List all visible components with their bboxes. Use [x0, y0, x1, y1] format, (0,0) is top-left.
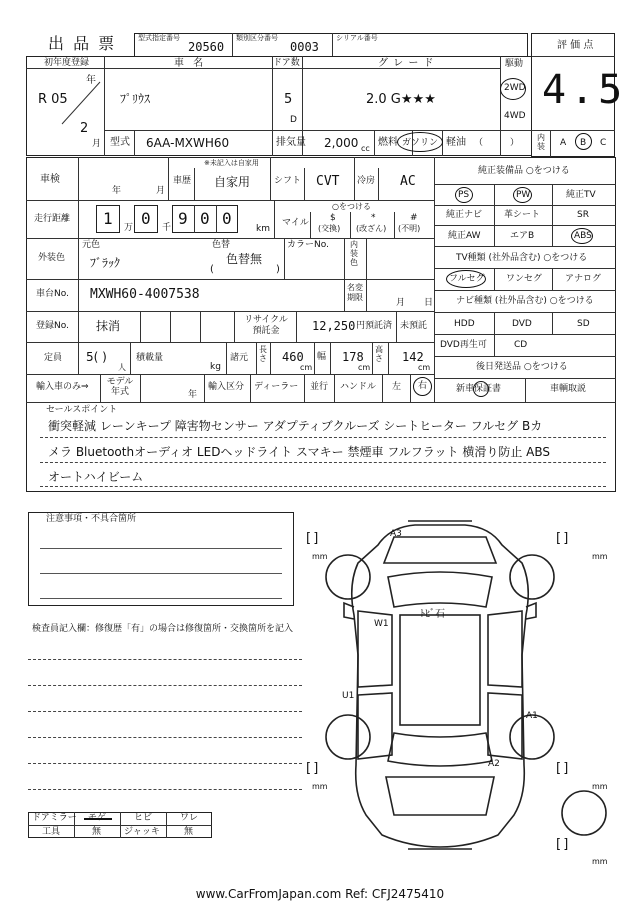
tread-bracket-fr: [ ]: [556, 531, 568, 546]
navi-hdd: HDD: [454, 319, 475, 329]
shift-value: CVT: [316, 174, 340, 189]
mirror-crack: ヒビ: [134, 813, 153, 823]
later-warranty-circle: [473, 381, 489, 397]
parallel: 並行: [310, 382, 329, 392]
interior-label: 内装: [537, 133, 545, 151]
validity-month: 月: [396, 298, 406, 308]
sales-line-1: 衝突軽減 レーンキープ 障害物センサー アダプティブクルーズ シートヒーター フルセグ Bカ: [48, 419, 543, 433]
mileage-digit-1: 1: [103, 209, 113, 228]
repaint-paren-close: ): [276, 264, 280, 275]
shift-label: シフト: [274, 176, 302, 186]
hash-mark: #: [410, 213, 418, 223]
height-cm: cm: [418, 363, 431, 372]
exchange: (交換): [318, 224, 341, 233]
car-name: ﾌﾟﾘｳｽ: [120, 92, 151, 106]
equip-tv: 純正TV: [566, 190, 596, 200]
reg-no-label: 登録No.: [36, 321, 69, 331]
later-warranty: 新車保証書: [456, 384, 502, 394]
fuel-paren: （ ）: [474, 138, 520, 148]
tread-mm-spare: mm: [592, 857, 608, 866]
height-value: 142: [402, 350, 424, 364]
jack-label: ジャッキ: [124, 827, 160, 837]
tread-mm-rl: mm: [312, 782, 328, 791]
unknown: (不明): [398, 224, 421, 233]
person-unit: 人: [118, 363, 126, 372]
tread-bracket-rl: [ ]: [306, 761, 318, 776]
mileage-circle-note: ○をつける: [332, 202, 371, 211]
type-label: 型式: [110, 137, 130, 148]
class-no-label: 類別区分番号: [236, 34, 278, 42]
tread-bracket-spare: [ ]: [556, 837, 568, 852]
later-title: 後日発送品 ○をつける: [476, 362, 568, 372]
validity-label: 名変期限: [347, 283, 363, 302]
reg-no-value: 抹消: [96, 319, 121, 333]
model-no: 20560: [188, 40, 225, 54]
width-label: 幅: [317, 352, 327, 362]
interior-color-label: 内装色: [350, 240, 358, 267]
mirror-break: ワレ: [180, 813, 199, 823]
history-value: 自家用: [214, 175, 251, 189]
fuel-gasoline: ガソリン: [402, 138, 439, 148]
sheet-title: 出 品 票: [48, 34, 117, 53]
width-cm: cm: [358, 363, 371, 372]
mark-u1: U1: [342, 691, 355, 701]
cd-label: CD: [514, 340, 528, 350]
cooling-value: AC: [400, 174, 416, 189]
grade: 2.0 G★★★: [366, 92, 436, 107]
tread-bracket-rr: [ ]: [556, 761, 568, 776]
tv-analog: アナログ: [565, 274, 602, 284]
equip-pw: PW: [516, 190, 531, 200]
month-unit: 月: [92, 139, 102, 149]
repaint-label: 色替: [212, 240, 231, 250]
year-unit: 年: [86, 75, 96, 86]
capacity-label: 定員: [44, 353, 63, 363]
tread-bracket-fl: [ ]: [306, 531, 318, 546]
mileage-man: 万: [124, 223, 134, 233]
mileage-digit-4: 0: [200, 209, 210, 228]
equip-aw: 純正AW: [448, 231, 481, 241]
equip-ps: PS: [458, 190, 470, 200]
mileage-digit-2: 0: [141, 209, 151, 228]
mark-a3: A3: [390, 529, 402, 539]
reg-slash: [60, 80, 102, 126]
mileage-digit-5: 0: [222, 209, 232, 228]
equipment-title: 純正装備品 ○をつける: [478, 166, 570, 176]
import-type-label: 輸入区分: [208, 382, 245, 392]
score-label: 評 価 点: [557, 40, 594, 51]
tv-title: TV種類 (社外品含む) ○をつける: [456, 253, 588, 263]
inspection-month-unit: 月: [156, 186, 166, 196]
navi-sd: SD: [577, 319, 590, 329]
sales-line-3: オートハイビーム: [48, 470, 144, 484]
model-no-label: 型式指定番号: [138, 34, 180, 42]
recycle-unit: 円預託済: [356, 321, 393, 331]
doors-label: ドア数: [273, 58, 300, 68]
drive-2wd: 2WD: [504, 83, 526, 93]
interior-b: B: [580, 138, 587, 148]
caution-box: [28, 512, 294, 606]
import-label: 輸入車のみ⇒: [36, 382, 89, 392]
fuel-circle: [397, 132, 443, 152]
history-label: 車歴: [173, 176, 192, 186]
sales-line-2: メラ Bluetoothオーディオ LEDヘッドライト スマキー 禁煙車 フルフラット 横滑り防止 ABS: [48, 445, 551, 459]
doors: 5: [284, 92, 293, 107]
dealer: ディーラー: [254, 382, 299, 392]
reg-era: R 05: [38, 92, 68, 107]
height-label: 高さ: [375, 345, 383, 363]
repaint-paren-open: (: [210, 264, 214, 275]
inspection-year-unit: 年: [112, 186, 122, 196]
handle-label: ハンドル: [340, 382, 377, 392]
repaint-value: 色替無: [226, 252, 263, 266]
dollar: $: [330, 213, 336, 223]
color-no-label: カラーNo.: [287, 240, 329, 250]
load-label: 積載量: [136, 353, 164, 363]
mile: マイル: [282, 218, 309, 228]
fuel-label: 燃料: [378, 137, 398, 148]
vehicle-type: 6AA-MXWH60: [146, 136, 230, 150]
cooling-label: 冷房: [357, 176, 376, 186]
spec-label: 諸元: [230, 353, 249, 363]
car-diagram: [300, 515, 620, 865]
navi-dvd: DVD: [512, 319, 532, 329]
grade-label: グ レ ー ド: [378, 58, 435, 69]
right-handle: 右: [418, 381, 428, 391]
length-cm: cm: [300, 363, 313, 372]
sales-label: セールスポイント: [46, 405, 118, 415]
footer-ref: www.CarFromJapan.com Ref: CFJ2475410: [195, 887, 445, 901]
drive-label: 駆動: [505, 59, 524, 69]
mileage-label: 走行距離: [34, 214, 71, 224]
mark-stone: ﾄﾋﾞ石: [420, 609, 445, 620]
reg-month: 2: [80, 121, 89, 136]
width-value: 178: [342, 350, 364, 364]
recycle-value: 12,250: [312, 319, 356, 333]
mileage-sen: 千: [162, 223, 172, 233]
recycle-label: リサイクル預託金: [244, 315, 288, 336]
chassis-no: MXWH60-4007538: [90, 287, 200, 302]
left-handle: 左: [392, 382, 402, 392]
tv-fullseg: フルセグ: [449, 274, 485, 284]
model-year-label: モデル年式: [106, 377, 134, 397]
equip-abs: ABS: [574, 231, 592, 241]
capacity-value: 5( ): [86, 350, 107, 364]
usage-note: ※未記入は自家用: [204, 159, 259, 167]
orig-color-label: 元色: [82, 240, 101, 250]
tools-value: 無: [92, 827, 102, 837]
tools-label: 工具: [42, 827, 61, 837]
tread-mm-fl: mm: [312, 552, 328, 561]
interior-c: C: [600, 138, 607, 148]
door-type: D: [290, 115, 297, 125]
light-oil: 軽油: [446, 137, 466, 148]
equip-navi: 純正ナビ: [446, 210, 483, 220]
equip-sr: SR: [577, 210, 589, 220]
color-label: 外装色: [38, 253, 66, 263]
tread-mm-fr: mm: [592, 552, 608, 561]
cc-unit: cc: [361, 144, 370, 153]
equip-airbag: エアB: [510, 231, 535, 241]
load-kg: kg: [210, 362, 221, 372]
mark-w1: W1: [374, 619, 389, 629]
recycle-not: 未預託: [400, 321, 428, 331]
displacement-label: 排気量: [276, 137, 306, 148]
later-manual: 車輌取説: [550, 384, 587, 394]
interior-a: A: [560, 138, 567, 148]
mileage-digit-3: 9: [178, 209, 188, 228]
class-no: 0003: [290, 40, 319, 54]
length-label: 長さ: [259, 345, 267, 363]
equip-leather: 革シート: [504, 210, 541, 220]
drive-4wd: 4WD: [504, 111, 526, 121]
mark-a2: A2: [488, 759, 500, 769]
length-value: 460: [282, 350, 304, 364]
mark-a1: A1: [526, 711, 538, 721]
mirror-label: ドアミラー: [32, 813, 77, 823]
tread-mm-rr: mm: [592, 782, 608, 791]
caution-label: 注意事項・不具合箇所: [46, 514, 137, 524]
star-mark: *: [371, 213, 376, 223]
serial-label: シリアル番号: [336, 34, 378, 42]
jack-value: 無: [184, 827, 194, 837]
modified: (改ざん): [356, 224, 387, 233]
tv-oneseg: ワンセグ: [506, 274, 543, 284]
chassis-label: 車台No.: [36, 289, 69, 299]
car-name-label: 車 名: [174, 58, 207, 69]
orig-color: ﾌﾞﾗｯｸ: [90, 256, 121, 270]
mileage-km: km: [256, 224, 270, 234]
first-reg-label: 初年度登録: [44, 58, 90, 68]
displacement: 2,000: [324, 136, 359, 150]
inspector-label: 検査員記入欄：修復歴「有」の場合は修復箇所・交換箇所を記入: [32, 624, 294, 634]
score-value: 4.5: [542, 67, 627, 113]
navi-title: ナビ種類 (社外品含む) ○をつける: [456, 296, 594, 306]
inspection-label: 車検: [40, 174, 60, 185]
dvd-play-label: DVD再生可: [440, 340, 487, 350]
model-year-unit: 年: [188, 390, 198, 400]
validity-day: 日: [424, 298, 434, 308]
